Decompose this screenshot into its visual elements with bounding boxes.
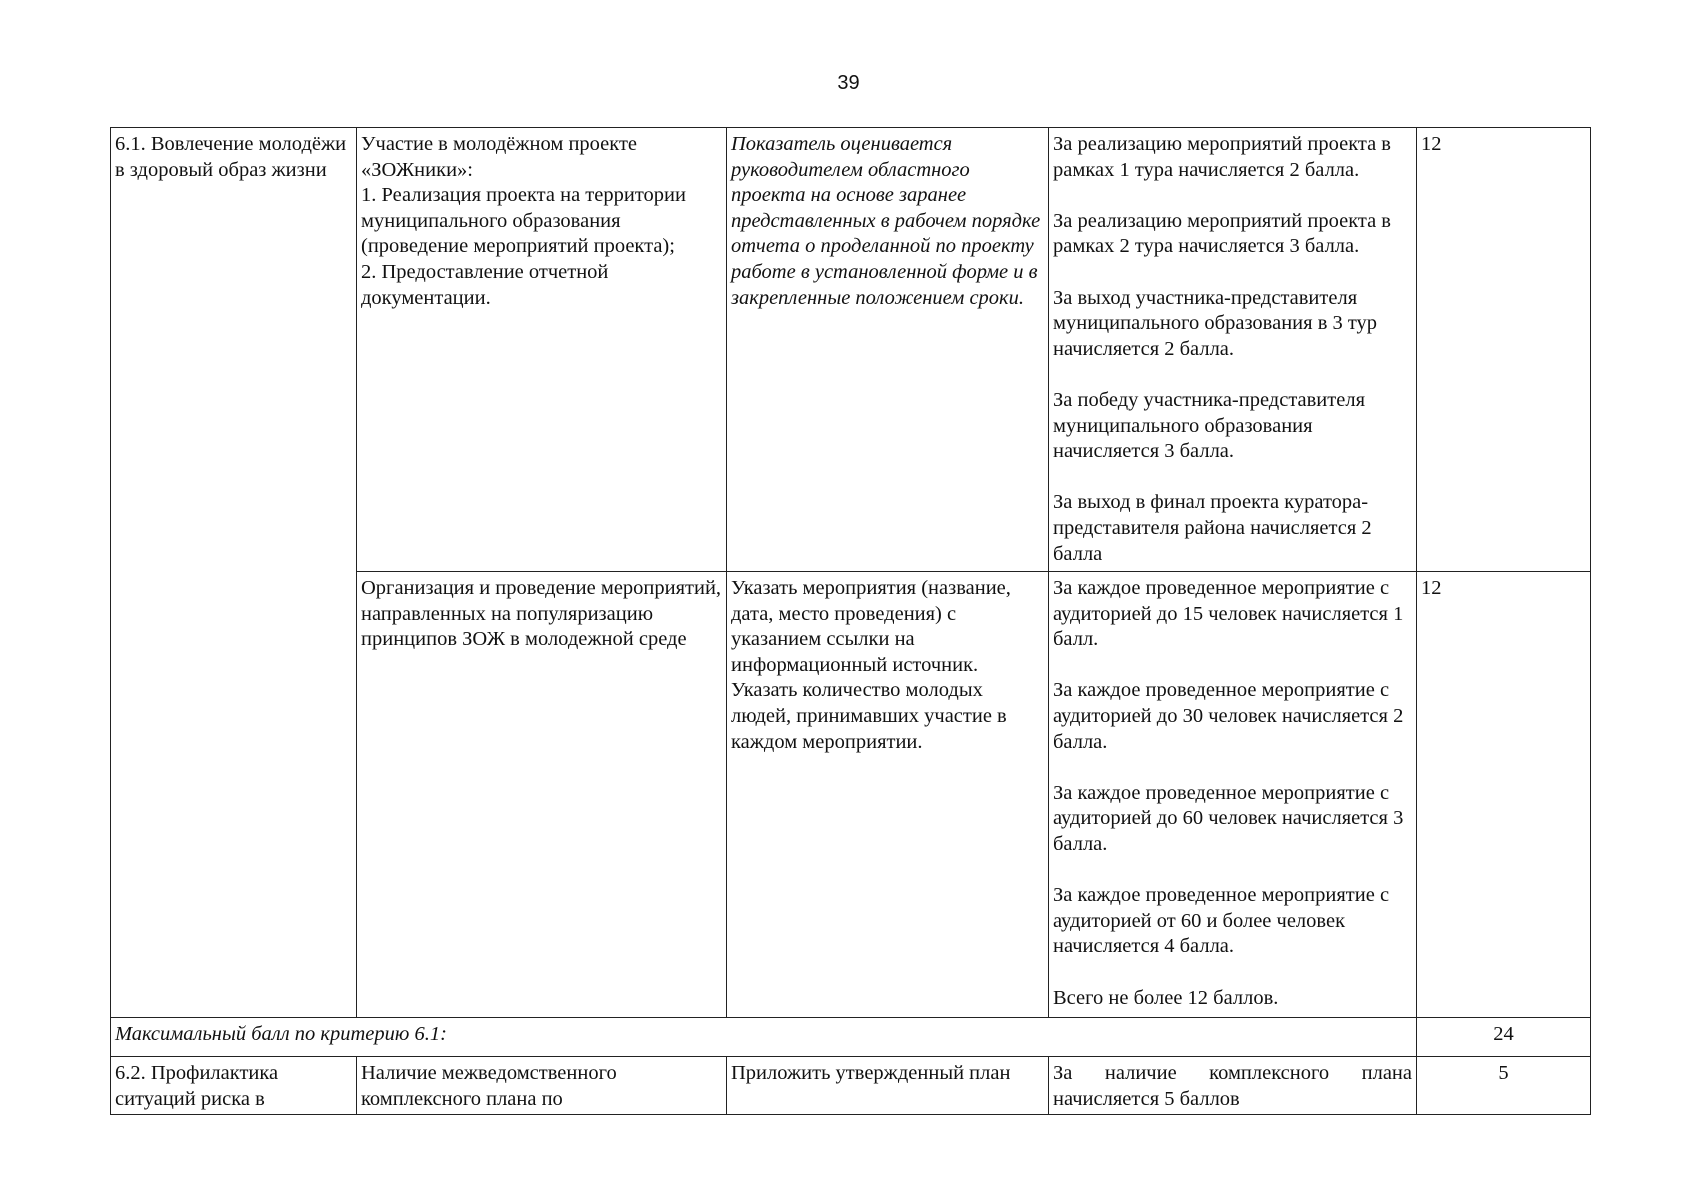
table-row [111,128,1591,572]
indicator-text: Наличие межведомственного комплексного плана по [361,1062,617,1110]
scoring-cell [1049,572,1417,1018]
scoring-paragraph: За каждое проведенное мероприятие с аудиторией до 30 человек начисляется 2 балла. [1053,679,1404,753]
points-value: 12 [1421,133,1442,155]
points-cell [1417,572,1591,1018]
indicator-cell [357,572,727,1018]
scoring-cell [1049,1057,1417,1115]
scoring-text: За наличие комплексного плана начисляется 5 баллов [1053,1062,1412,1110]
criterion-cell [111,128,357,1018]
indicator-line: Участие в молодёжном проекте «ЗОЖники»: [361,133,638,181]
points-cell [1417,128,1591,572]
criterion-text: 6.2. Профилактика ситуаций риска в [115,1062,279,1110]
evaluation-cell [727,572,1049,1018]
scoring-paragraph: За реализацию мероприятий проекта в рамках 2 тура начисляется 3 балла. [1053,209,1391,258]
scoring-paragraph: За каждое проведенное мероприятие с аудиторией до 60 человек начисляется 3 балла. [1053,781,1404,855]
indicator-cell [357,128,727,572]
page-number: 39 [837,72,860,94]
evaluation-text: Приложить утвержденный план [731,1062,1011,1084]
max-score-label: Максимальный балл по критерию 6.1: [115,1023,447,1045]
table-row [111,1057,1591,1115]
evaluation-text: Указать мероприятия (название, дата, место проведения) с указанием ссылки на информационный источник. Указать количество молодых людей, принимавших участие в каждом мероприятии. [731,577,1011,753]
criteria-table [110,127,1591,1115]
indicator-line: 2. Предоставление отчетной документации. [361,260,609,309]
scoring-paragraph: За каждое проведенное мероприятие с аудиторией от 60 и более человек начисляется 4 балла. [1053,884,1390,958]
indicator-line: 1. Реализация проекта на территории муниципального образования (проведение мероприятий проекта); [361,184,686,258]
scoring-cell [1049,128,1417,572]
scoring-paragraph: За выход в финал проекта куратора-представителя района начисляется 2 балла [1053,491,1372,565]
max-score-cell [1417,1018,1591,1057]
max-score-value: 24 [1493,1023,1514,1045]
scoring-paragraph: За каждое проведенное мероприятие с аудиторией до 15 человек начисляется 1 балл. [1053,577,1404,651]
indicator-cell [357,1057,727,1115]
indicator-text: Организация и проведение мероприятий, направленных на популяризацию принципов ЗОЖ в молодежной среде [361,577,722,651]
points-value: 12 [1421,577,1442,599]
points-value: 5 [1498,1062,1509,1084]
evaluation-cell [727,1057,1049,1115]
scoring-paragraph: Всего не более 12 баллов. [1053,986,1279,1009]
scoring-paragraph: За реализацию мероприятий проекта в рамках 1 тура начисляется 2 балла. [1053,133,1391,181]
scoring-paragraph: За победу участника-представителя муниципального образования начисляется 3 балла. [1053,388,1365,463]
criterion-text: 6.1. Вовлечение молодёжи в здоровый образ жизни [115,133,347,181]
scoring-paragraph: За выход участника-представителя муниципального образования в 3 тур начисляется 2 балла. [1053,286,1378,360]
points-cell [1417,1057,1591,1115]
max-score-row [111,1018,1591,1057]
evaluation-cell [727,128,1049,572]
evaluation-text: Показатель оценивается руководителем областного проекта на основе заранее представленных в рабочем порядке отчета о проделанной по проекту работе в установленной форме и в закрепленные положением сроки. [731,133,1041,309]
criterion-cell [111,1057,357,1115]
max-score-label-cell [111,1018,1417,1057]
